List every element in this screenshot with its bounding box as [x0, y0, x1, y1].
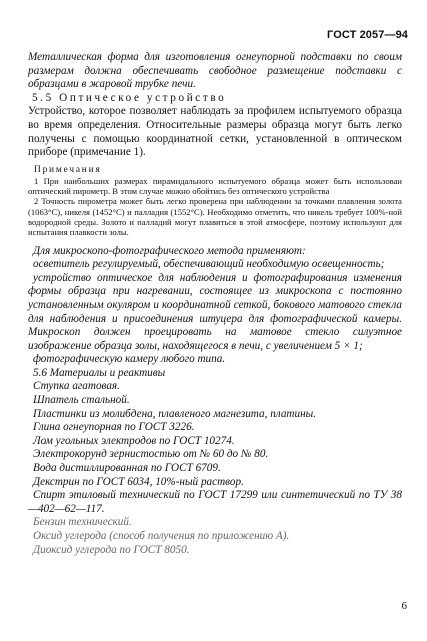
section-5-5-title: 5.5 Оптическое устройство: [32, 91, 227, 104]
materials-list: [28, 380, 402, 557]
notes-heading: Примечания: [34, 164, 102, 175]
note-1: 1 При наибольших размерах пирамидального испытуемого образца может быть использован оптический пирометр. В этом случае можно обойтись без оптического устройства: [28, 175, 402, 197]
material-item: Декстрин по ГОСТ 6034, 10%-ный раствор.: [33, 475, 244, 488]
material-item: Бензин технический.: [33, 516, 132, 529]
material-item: Спирт этиловый технический по ГОСТ 17299 или синтетический по ТУ 38—402—62—117.: [28, 489, 402, 515]
material-item: Шпатель стальной.: [33, 394, 130, 407]
note-2: 2 Точность пирометра может быть легко проверена при наблюдении за точками плавления золота (1063°С), никеля (1452°С) и палладия (1552°С). Необходимо отметить, что никель требует 100%-ной водородной среды. Золото и палладий могут плавиться в этой атмосфере, поэтому используют для испытания плавкости золы.: [28, 196, 402, 238]
material-item: Вода дистиллированная по ГОСТ 6709.: [33, 462, 221, 475]
paragraph-mold: Металлическая форма для изготовления огнеупорной подставки по своим размерам должна обеспечивать свободное размещение подставки с образцами в жаровой трубке печи.: [28, 51, 402, 91]
micro-item-illuminator: осветитель регулируемый, обеспечивающий необходимую освещенность;: [33, 258, 385, 271]
paragraph-optical-device: Устройство, которое позволяет наблюдать за профилем испытуемого образца во время определения. Относительные размеры образца могут быть легко получены с помощью координатной сетки, установленной в оптическом приборе (примечание 1).: [28, 105, 402, 159]
material-item: Лом угольных электродов по ГОСТ 10274.: [33, 434, 235, 447]
document-id: ГОСТ 2057—94: [327, 29, 408, 41]
material-item: Ступка агатовая.: [33, 380, 120, 393]
page-number: 6: [401, 600, 407, 612]
material-item: Электрокорунд зернистостью от № 60 до № 80.: [33, 448, 269, 461]
material-item: Диоксид углерода по ГОСТ 8050.: [33, 543, 190, 556]
material-item: Глина огнеупорная по ГОСТ 3226.: [33, 421, 195, 434]
micro-item-camera: фотографическую камеру любого типа.: [33, 353, 226, 366]
micro-intro: Для микроскопо-фотографического метода применяют:: [33, 244, 306, 257]
material-item: Оксид углерода (способ получения по приложению А).: [33, 530, 290, 542]
page-body: [28, 51, 402, 557]
section-5-6-title: 5.6 Материалы и реактивы: [33, 366, 166, 379]
material-item: Пластинки из молибдена, плавленого магнезита, платины.: [33, 407, 317, 420]
micro-item-optical: устройство оптическое для наблюдения и фотографирования изменения формы образца при нагревании, состоящее из микроскопа с постоянно установленным окуляром и координатной сеткой, бокового матового стекла для наблюдения и присоединения штуцера для фотографической камеры. Микроскоп должен проецировать на матовое стекло силуэтное изображение образца золы, находящегося в печи, с увеличением 5 × 1;: [28, 271, 402, 352]
